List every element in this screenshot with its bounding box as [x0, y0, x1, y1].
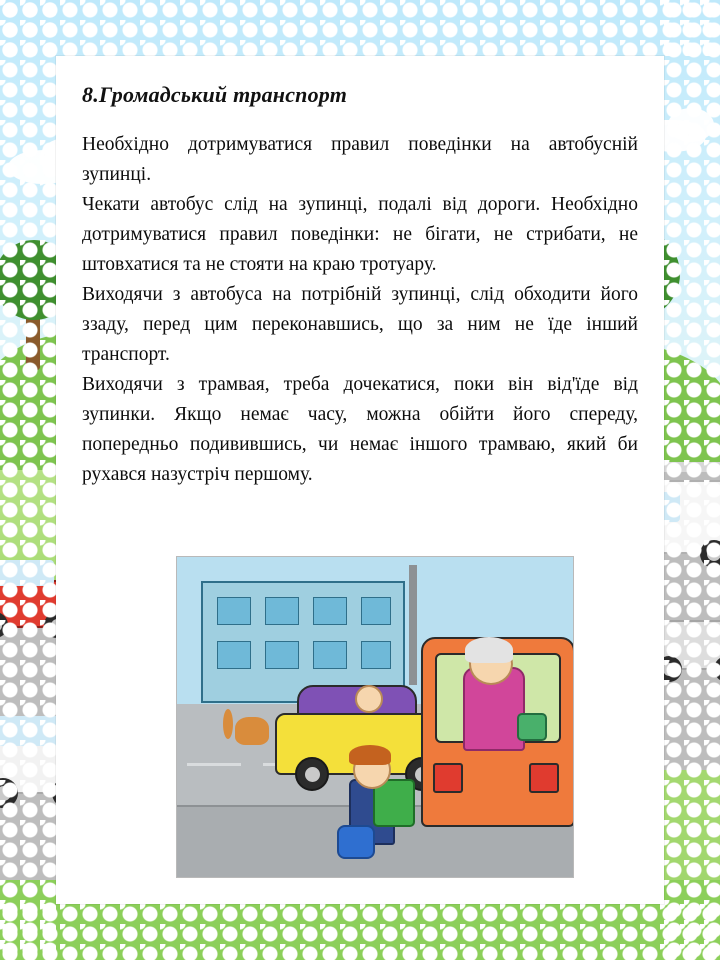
street-pole: [409, 565, 417, 685]
paragraph-1: Необхідно дотримуватися правил поведінки на автобусній зупинці.: [82, 134, 638, 185]
bus-taillight: [433, 763, 463, 793]
paper-sheet: [56, 56, 664, 904]
body-text: [82, 130, 638, 490]
paragraph-4: Виходячи з трамвая, треба дочекатися, поки він від'їде від зупинки. Якщо немає часу, можна обійти його спереду, попередньо подивившись, чи немає іншого трамваю, який би рухався назустріч першому.: [82, 374, 638, 485]
building-window: [265, 641, 299, 669]
road-marking: [187, 763, 241, 766]
car-window: [0, 716, 64, 746]
bus-stop-illustration: [176, 556, 574, 878]
building-window: [217, 597, 251, 625]
building-window: [217, 641, 251, 669]
driver-head: [355, 685, 383, 713]
schoolboy-sport-bag: [337, 825, 375, 859]
building-window: [313, 597, 347, 625]
wheel: [700, 540, 720, 568]
sheet-content: [82, 82, 638, 884]
paragraph-3: Виходячи з автобуса на потрібній зупинці, слід обходити його ззаду, перед цим переконавшись, що за ним не їде інший транспорт.: [82, 284, 638, 365]
cloud-icon: [668, 108, 714, 142]
car-window: [0, 560, 54, 586]
building-window: [361, 597, 391, 625]
woman-hair: [465, 637, 513, 663]
paragraph-2: Чекати автобус слід на зупинці, подалі від дороги. Необхідно дотримуватися правил поведінки: не бігати, не стрибати, не штовхатися та не стояти на краю тротуару.: [82, 194, 638, 275]
building-window: [265, 597, 299, 625]
woman-handbag: [517, 713, 547, 741]
bus-taillight: [529, 763, 559, 793]
cat-tail: [223, 709, 233, 739]
schoolboy-hair: [349, 745, 391, 765]
wheel: [295, 757, 329, 791]
building-window: [361, 641, 391, 669]
page-title: 8.Громадський транспорт: [82, 82, 348, 107]
building-window: [313, 641, 347, 669]
cat-icon: [235, 717, 269, 745]
